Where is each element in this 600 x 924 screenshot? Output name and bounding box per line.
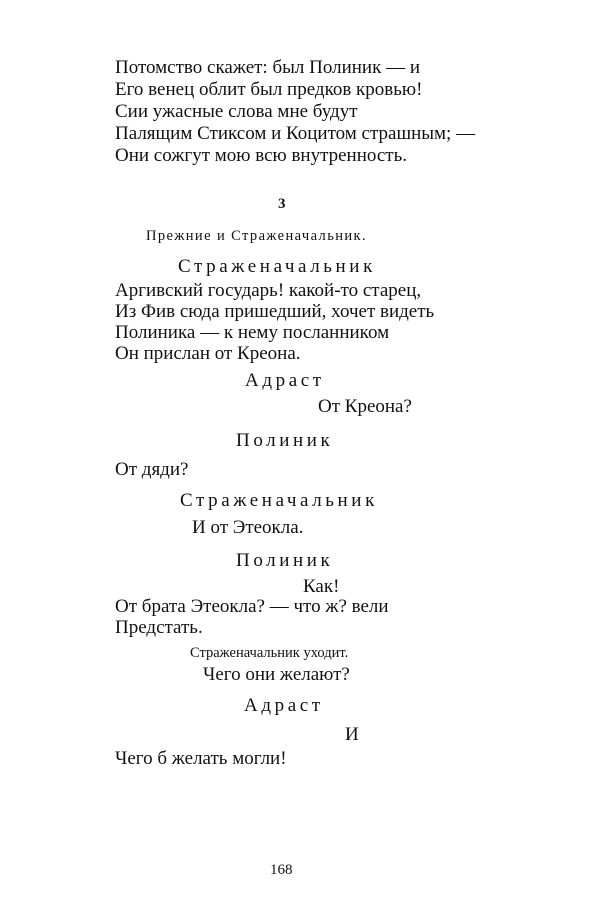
verse-line: Чего они желают? <box>203 664 350 685</box>
verse-line: Из Фив сюда пришедший, хочет видеть <box>115 301 435 322</box>
verse-line: Его венец облит был предков кровью! <box>115 79 423 100</box>
verse-line: От брата Этеокла? — что ж? вели <box>115 596 389 617</box>
verse-line: Он прислан от Креона. <box>115 343 301 364</box>
speaker-name: Полиник <box>236 550 334 571</box>
verse-line: Сии ужасные слова мне будут <box>115 101 358 122</box>
verse-line: Палящим Стиксом и Коцитом страшным; — <box>115 123 476 144</box>
verse-line: Они сожгут мою всю внутренность. <box>115 145 408 166</box>
scene-number: 3 <box>278 196 286 212</box>
verse-line: От Креона? <box>318 396 412 417</box>
stage-direction: Страженачальник уходит. <box>190 645 349 661</box>
verse-line: И от Этеокла. <box>192 517 304 538</box>
speaker-name: Страженачальник <box>180 490 378 511</box>
verse-line: Чего б желать могли! <box>115 748 287 769</box>
speaker-name: Адраст <box>244 695 324 716</box>
verse-line: Потомство скажет: был Полиник — и <box>115 57 420 78</box>
verse-line: Как! <box>303 576 340 597</box>
stage-direction: Прежние и Страженачальник. <box>146 228 367 244</box>
page-number: 168 <box>270 862 293 878</box>
speaker-name: Страженачальник <box>178 256 376 277</box>
verse-line: Предстать. <box>115 617 203 638</box>
verse-line: Полиника — к нему посланником <box>115 322 390 343</box>
speaker-name: Полиник <box>236 430 334 451</box>
verse-line: От дяди? <box>115 459 189 480</box>
verse-line: Аргивский государь! какой-то старец, <box>115 280 422 301</box>
speaker-name: Адраст <box>245 370 325 391</box>
verse-line: И <box>345 724 359 745</box>
